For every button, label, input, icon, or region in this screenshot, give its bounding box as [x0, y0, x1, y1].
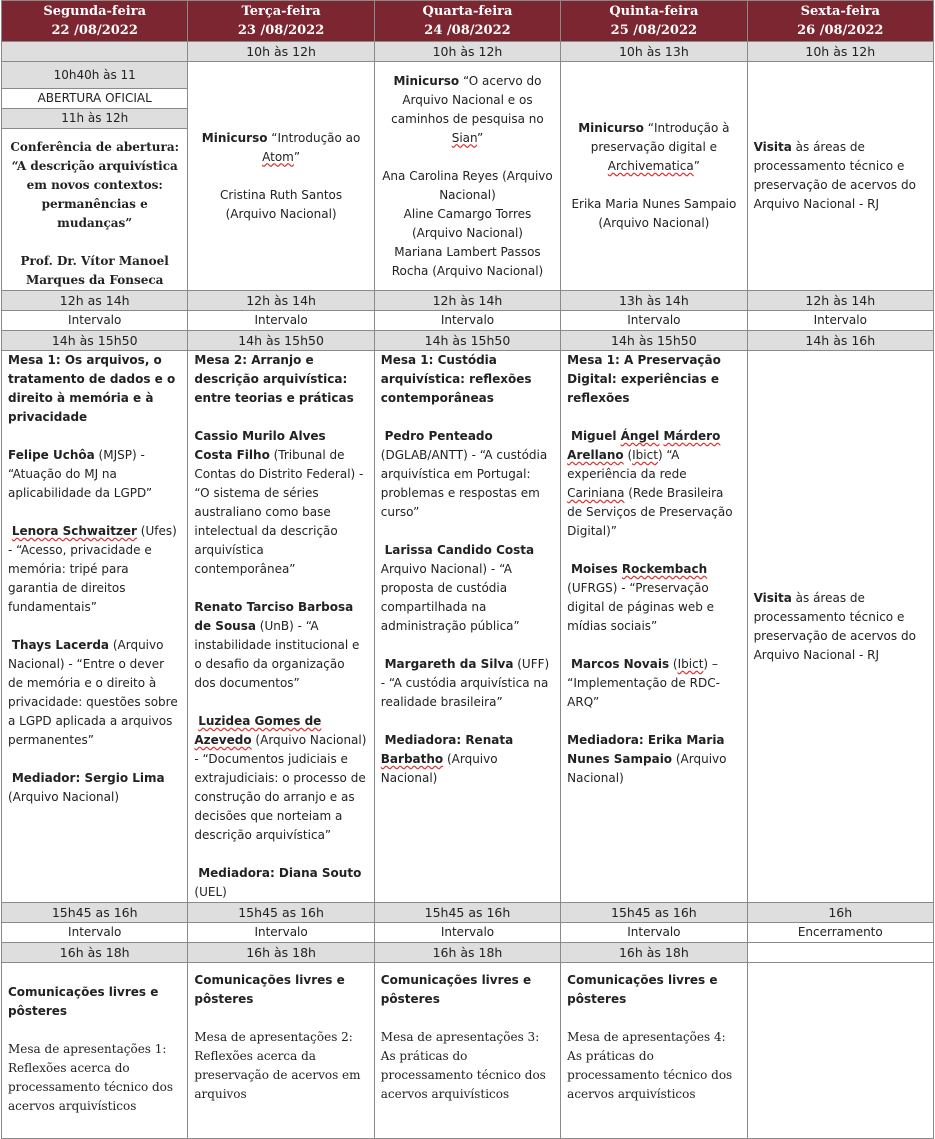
minicourse-label: Minicurso — [578, 121, 644, 135]
speaker-name: Luzidea Gomes de Azevedo — [194, 714, 322, 747]
break-label: Intervalo — [188, 923, 374, 943]
thursday-minicourse-cell: Minicurso “Introdução à preservação digital e Archivematica” Erika Maria Nunes Sampaio (Arquivo Nacional) — [561, 62, 747, 291]
moderator-name: Mediadora: Renata Barbatho — [380, 733, 514, 766]
time-cell: 10h às 12h — [188, 42, 374, 62]
minicourse-label: Minicurso — [201, 130, 268, 145]
thursday-panel-cell: Mesa 1: A Preservação Digital: experiências e reflexões Miguel Ángel Márdero Arellano (Ibict) “A experiência da rede Cariniana (Rede Brasileira de Serviços de Preservação Digital)” Moises Rockembach (UFRGS) - “Preservação digital de páginas web e mídias sociais” Marcos Novais (Ibict) – “Implementação de RDC-ARQ” Mediadora: Erika Maria Nunes Sampaio (Arquivo Nacional) — [561, 351, 747, 903]
session-description: Mesa de apresentações 4: As práticas do processamento técnico dos acervos arquivísticos — [567, 1030, 733, 1101]
panel-title: Mesa 1: Custódia arquivística: reflexões contemporâneas — [380, 353, 532, 405]
break2-label-row — [2, 923, 934, 943]
time-cell: 16h às 18h — [2, 943, 188, 963]
break-label: Intervalo — [747, 311, 933, 331]
time-cell: 12h as 14h — [2, 291, 188, 311]
wednesday-panel-cell: Mesa 1: Custódia arquivística: reflexões contemporâneas Pedro Penteado (DGLAB/ANTT) - “A custódia arquivística em Portugal: problemas e respostas em curso” Larissa Candido Costa Arquivo Nacional) - “A proposta de custódia compartilhada na administração pública” Margareth da Silva (UFF) - “A custódia arquivística na realidade brasileira” Mediadora: Renata Barbatho (Arquivo Nacional) — [374, 351, 560, 903]
day-header-mon: Segunda-feira 22 /08/2022 — [2, 1, 188, 42]
speaker-name: Thays Lacerda — [11, 638, 110, 652]
minicourse-instructor: Cristina Ruth Santos (Arquivo Nacional) — [220, 187, 343, 221]
speaker-name: Miguel Ángel Márdero Arellano — [567, 429, 721, 462]
break2-time-row — [2, 903, 934, 923]
speaker-name: Pedro Penteado — [384, 429, 493, 443]
time-cell: 12h às 14h — [374, 291, 560, 311]
time-cell: 12h às 14h — [747, 291, 933, 311]
time-cell: 13h às 14h — [561, 291, 747, 311]
panel-title: Mesa 1: A Preservação Digital: experiências e reflexões — [567, 353, 721, 405]
break-label: Intervalo — [374, 923, 560, 943]
opening-label: ABERTURA OFICIAL — [2, 89, 187, 109]
session-title: Comunicações livres e pôsteres — [8, 985, 159, 1018]
lunch-time-row — [2, 291, 934, 311]
session-description: Mesa de apresentações 1: Reflexões acerca do processamento técnico dos acervos arquivísticos — [8, 1042, 174, 1113]
panel-title: Mesa 1: Os arquivos, o tratamento de dados e o direito à memória e à privacidade — [8, 353, 176, 424]
break-label: Intervalo — [561, 311, 747, 331]
time-cell: 14h às 15h50 — [561, 331, 747, 351]
schedule-table — [1, 0, 934, 1139]
time-cell: 16h — [747, 903, 933, 923]
session-title: Comunicações livres e pôsteres — [380, 973, 532, 1006]
late-time-row — [2, 943, 934, 963]
minicourse-instructor: Ana Carolina Reyes (Arquivo Nacional) — [382, 168, 553, 202]
time-cell: 15h45 as 16h — [561, 903, 747, 923]
late-session-row — [2, 963, 934, 1139]
monday-communications-cell — [2, 963, 188, 1139]
tuesday-communications-cell — [188, 963, 374, 1139]
moderator-name: Mediador: Sergio Lima — [11, 771, 165, 785]
speaker-name: Marcos Novais — [571, 657, 670, 671]
header-row — [2, 1, 934, 42]
time-cell: 14h às 15h50 — [2, 331, 188, 351]
speaker-name: Renato Tarciso Barbosa de Sousa — [194, 600, 354, 633]
time-cell: 14h às 15h50 — [188, 331, 374, 351]
conference-title: Conferência de abertura: “A descrição arquivística em novos contextos: permanências e mudanças” — [10, 140, 180, 230]
time-cell: 15h45 as 16h — [2, 903, 188, 923]
monday-panel-cell: Mesa 1: Os arquivos, o tratamento de dados e o direito à memória e à privacidade Felipe Uchôa (MJSP) - “Atuação do MJ na aplicabilidade da LGPD” Lenora Schwaitzer (Ufes) - “Acesso, privacidade e memória: tripé para garantia de direitos fundamentais” Thays Lacerda (Arquivo Nacional) - “Entre o dever de memória e o direito à privacidade: questões sobre a LGPD aplicada a arquivos permanentes” Mediador: Sergio Lima (Arquivo Nacional) — [2, 351, 188, 903]
moderator-name: Mediadora: Diana Souto — [198, 866, 362, 880]
session-description: Mesa de apresentações 2: Reflexões acerca da preservação de acervos em arquivos — [194, 1030, 361, 1101]
friday-visit-cell: Visita às áreas de processamento técnico e preservação de acervos do Arquivo Nacional - RJ — [747, 351, 933, 903]
speaker-name: Larissa Candido Costa — [384, 543, 535, 557]
afternoon-session-row — [2, 351, 934, 903]
speaker-name: Felipe Uchôa — [8, 448, 95, 462]
time-cell: 14h às 16h — [747, 331, 933, 351]
moderator-name: Mediadora: Erika Maria Nunes Sampaio — [567, 733, 725, 766]
empty-cell — [747, 943, 933, 963]
time-cell: 15h45 as 16h — [374, 903, 560, 923]
time-cell: 12h às 14h — [188, 291, 374, 311]
minicourse-instructor: Aline Camargo Torres (Arquivo Nacional) — [403, 206, 532, 240]
time-cell: 16h às 18h — [374, 943, 560, 963]
thursday-communications-cell — [561, 963, 747, 1139]
session-title: Comunicações livres e pôsteres — [567, 973, 718, 1006]
break-label: Intervalo — [2, 311, 188, 331]
time-cell: 10h às 12h — [374, 42, 560, 62]
break-label: Intervalo — [374, 311, 560, 331]
empty-cell — [747, 963, 933, 1139]
time-cell: 16h às 18h — [561, 943, 747, 963]
tuesday-minicourse-cell: Minicurso “Introdução ao Atom” Cristina Ruth Santos (Arquivo Nacional) — [188, 62, 374, 291]
wednesday-minicourse-cell: Minicurso “O acervo do Arquivo Nacional e os caminhos de pesquisa no Sian” Ana Carolina Reyes (Arquivo Nacional) Aline Camargo Torres (Arquivo Nacional) Mariana Lambert Passos Rocha (Arquivo Nacional) — [374, 62, 560, 291]
time-cell: 10h às 13h — [561, 42, 747, 62]
speaker-name: Cassio Murilo Alves Costa Filho — [194, 429, 326, 462]
day-header-fri: Sexta-feira 26 /08/2022 — [747, 1, 933, 42]
day-header-tue: Terça-feira 23 /08/2022 — [188, 1, 374, 42]
closing-label: Encerramento — [747, 923, 933, 943]
day-header-wed: Quarta-feira 24 /08/2022 — [374, 1, 560, 42]
speaker-name: Moises Rockembach — [571, 562, 708, 576]
time-cell: 10h40h às 11 — [2, 62, 187, 89]
session-description: Mesa de apresentações 3: As práticas do processamento técnico dos acervos arquivísticos — [380, 1030, 546, 1101]
wednesday-communications-cell — [374, 963, 560, 1139]
tuesday-panel-cell: Mesa 2: Arranjo e descrição arquivística: entre teorias e práticas Cassio Murilo Alves Costa Filho (Tribunal de Contas do Distrito Federal) - “O sistema de séries australiano como base intelectual da descrição arquivística contemporânea” Renato Tarciso Barbosa de Sousa (UnB) - “A instabilidade institucional e o desafio da organização dos documentos” Luzidea Gomes de Azevedo (Arquivo Nacional) - “Documentos judiciais e extrajudiciais: o processo de construção do arranjo e as decisões que norteiam a descrição arquivística” Mediadora: Diana Souto (UEL) — [188, 351, 374, 903]
monday-opening-cell — [2, 62, 188, 291]
time-cell: 16h às 18h — [188, 943, 374, 963]
friday-visit-cell: Visita às áreas de processamento técnico e preservação de acervos do Arquivo Nacional - RJ — [747, 62, 933, 291]
speaker-name: Lenora Schwaitzer — [11, 524, 137, 538]
minicourse-label: Minicurso — [393, 73, 460, 88]
time-cell: 15h45 as 16h — [188, 903, 374, 923]
visit-label: Visita — [753, 140, 792, 154]
time-cell: 11h às 12h — [2, 109, 187, 129]
visit-label: Visita — [753, 590, 792, 605]
speaker-name: Margareth da Silva — [384, 657, 514, 671]
time-cell: 10h às 12h — [747, 42, 933, 62]
morning-time-row — [2, 42, 934, 62]
afternoon-time-row — [2, 331, 934, 351]
time-cell: 14h às 15h50 — [374, 331, 560, 351]
time-cell — [2, 42, 188, 62]
break-label: Intervalo — [2, 923, 188, 943]
panel-title: Mesa 2: Arranjo e descrição arquivística: entre teorias e práticas — [194, 353, 354, 405]
day-header-thu: Quinta-feira 25 /08/2022 — [561, 1, 747, 42]
break-label: Intervalo — [561, 923, 747, 943]
lunch-break-row — [2, 311, 934, 331]
minicourse-instructor: Mariana Lambert Passos Rocha (Arquivo Nacional) — [391, 244, 544, 278]
minicourse-instructor: Erika Maria Nunes Sampaio (Arquivo Nacional) — [571, 197, 737, 230]
conference-speaker: Prof. Dr. Vítor Manoel Marques da Fonseca — [20, 254, 169, 287]
break-label: Intervalo — [188, 311, 374, 331]
session-title: Comunicações livres e pôsteres — [194, 973, 345, 1006]
morning-session-row — [2, 62, 934, 291]
